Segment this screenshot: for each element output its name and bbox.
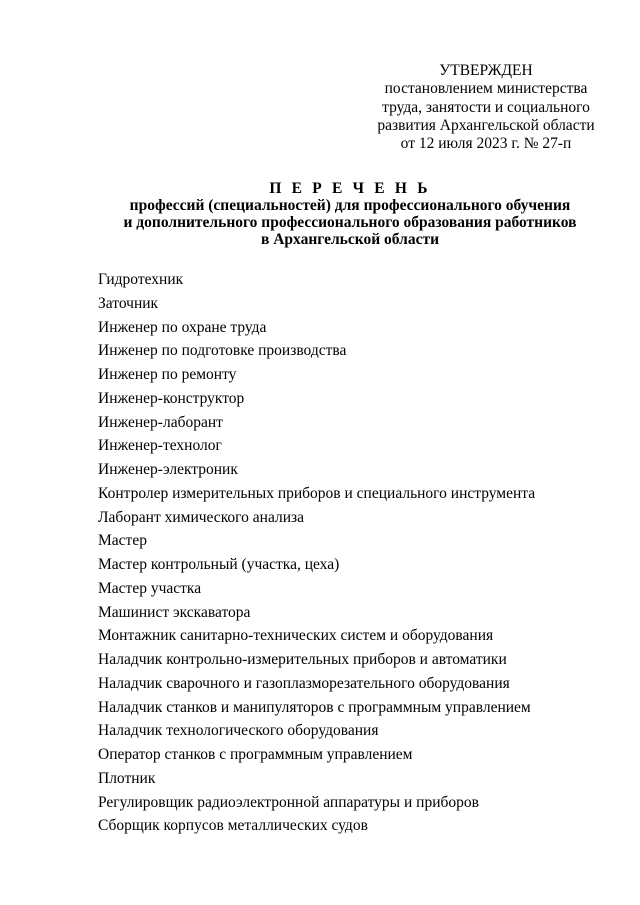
profession-item: Регулировщик радиоэлектронной аппаратуры и приборов	[98, 793, 479, 811]
profession-item: Мастер контрольный (участка, цеха)	[98, 556, 340, 573]
profession-item: Заточник	[98, 294, 159, 312]
profession-item: Инженер по ремонту	[98, 366, 237, 383]
profession-item: Наладчик сварочного и газоплазморезательного оборудования	[98, 674, 510, 692]
approval-block	[370, 62, 602, 153]
professions-list	[98, 270, 535, 840]
document-title: П Е Р Е Ч Е Н Ь	[269, 180, 431, 197]
profession-item: Плотник	[98, 769, 156, 787]
document-subtitle-line: и дополнительного профессионального образования работников	[123, 214, 577, 231]
approval-line: труда, занятости и социального	[382, 98, 590, 116]
profession-item: Инженер-конструктор	[98, 389, 245, 407]
profession-item: Сборщик корпусов металлических судов	[98, 817, 368, 835]
profession-item: Лаборант химического анализа	[98, 508, 305, 526]
profession-item: Наладчик технологического оборудования	[98, 722, 379, 740]
approval-line: постановлением министерства	[384, 80, 588, 98]
profession-item: Инженер-лаборант	[98, 413, 223, 431]
profession-item: Гидротехник	[98, 271, 184, 288]
profession-item: Инженер по охране труда	[98, 318, 267, 336]
profession-item: Машинист экскаватора	[98, 603, 251, 621]
profession-item: Инженер-технолог	[98, 437, 222, 455]
profession-item: Оператор станков с программным управлением	[98, 746, 413, 763]
profession-item: Наладчик станков и манипуляторов с программным управлением	[98, 698, 531, 716]
approval-stamp: УТВЕРЖДЕН	[439, 62, 533, 79]
document-subtitle-line: в Архангельской области	[260, 231, 440, 248]
document-heading	[60, 180, 640, 248]
approval-date: от 12 июля 2023 г. № 27-п	[400, 135, 572, 153]
approval-line: развития Архангельской области	[377, 116, 595, 134]
profession-item: Мастер участка	[98, 579, 202, 597]
profession-item: Инженер-электроник	[98, 461, 238, 478]
profession-item: Мастер	[98, 532, 147, 550]
profession-item: Инженер по подготовке производства	[98, 342, 347, 360]
profession-item: Монтажник санитарно-технических систем и оборудования	[98, 627, 494, 645]
profession-item: Контролер измерительных приборов и специального инструмента	[98, 484, 536, 502]
profession-item: Наладчик контрольно-измерительных приборов и автоматики	[98, 651, 507, 668]
document-subtitle-line: профессий (специальностей) для профессионального обучения	[129, 197, 571, 214]
